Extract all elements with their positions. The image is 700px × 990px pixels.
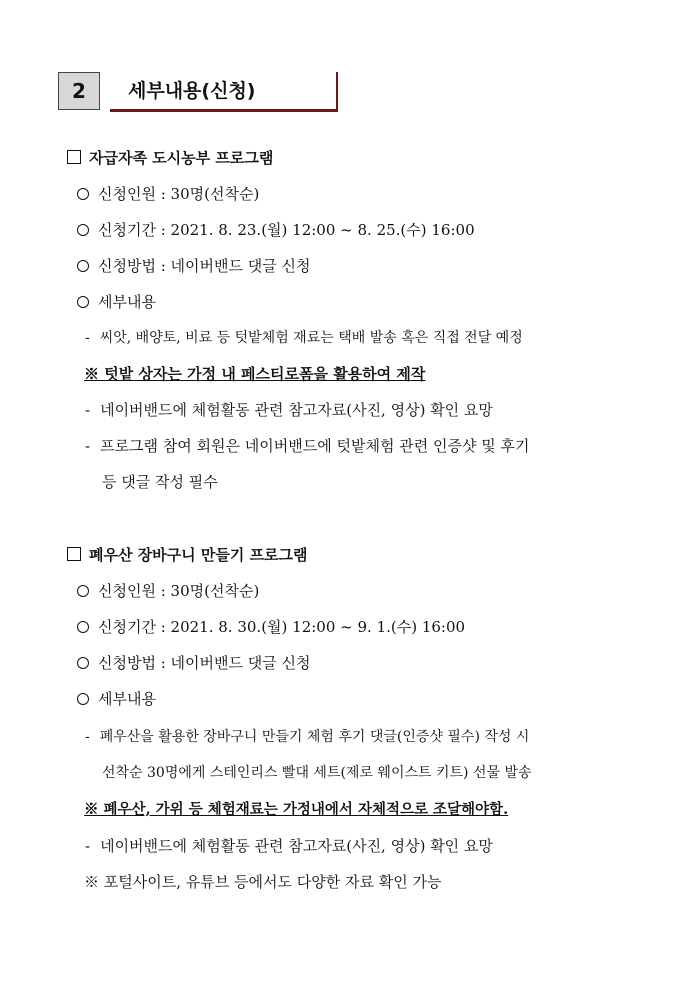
section-number: 2 [58, 72, 100, 110]
circle-bullet-icon [77, 585, 89, 597]
program1-applicants: 신청인원 : 30명(선착순) [77, 184, 259, 204]
program2-applicants: 신청인원 : 30명(선착순) [77, 581, 259, 601]
section-title: 세부내용(신청) [110, 72, 338, 110]
program1-detail-3-cont: 등 댓글 작성 필수 [102, 473, 218, 491]
program1-details-label: 세부내용 [77, 292, 156, 312]
program1-title: 자급자족 도시농부 프로그램 [89, 149, 274, 167]
program2-period: 신청기간 : 2021. 8. 30.(월) 12:00 ~ 9. 1.(수) 16:00 [77, 617, 465, 637]
program1-heading [67, 148, 273, 168]
program2-heading [67, 545, 308, 565]
circle-bullet-icon [77, 224, 89, 236]
circle-bullet-icon [77, 621, 89, 633]
program2-title: 폐우산 장바구니 만들기 프로그램 [89, 546, 308, 564]
program2-detail-2: - 네이버밴드에 체험활동 관련 참고자료(사진, 영상) 확인 요망 [85, 837, 493, 855]
title-underline [110, 109, 338, 112]
program1-detail-2: - 네이버밴드에 체험활동 관련 참고자료(사진, 영상) 확인 요망 [85, 401, 493, 419]
program2-note: ※ 폐우산, 가위 등 체험재료는 가정내에서 자체적으로 조달해야함. [84, 801, 509, 818]
program2-detail-1: - 폐우산을 활용한 장바구니 만들기 체험 후기 댓글(인증샷 필수) 작성 시 [85, 729, 530, 745]
circle-bullet-icon [77, 693, 89, 705]
program2-detail-1-cont: 선착순 30명에게 스테인리스 빨대 세트(제로 웨이스트 키트) 선물 발송 [102, 765, 532, 781]
program1-method: 신청방법 : 네이버밴드 댓글 신청 [77, 256, 311, 276]
circle-bullet-icon [77, 657, 89, 669]
program2-method: 신청방법 : 네이버밴드 댓글 신청 [77, 653, 311, 673]
checkbox-square-icon [67, 547, 81, 561]
circle-bullet-icon [77, 260, 89, 272]
circle-bullet-icon [77, 188, 89, 200]
program2-footnote: ※ 포털사이트, 유튜브 등에서도 다양한 자료 확인 가능 [84, 873, 442, 891]
program1-period: 신청기간 : 2021. 8. 23.(월) 12:00 ~ 8. 25.(수) 16:00 [77, 220, 475, 240]
program2-details-label: 세부내용 [77, 689, 156, 709]
program1-detail-1: - 씨앗, 배양토, 비료 등 텃밭체험 재료는 택배 발송 혹은 직접 전달 예정 [85, 330, 523, 346]
program1-detail-3: - 프로그램 참여 회원은 네이버밴드에 텃밭체험 관련 인증샷 및 후기 [85, 437, 530, 455]
checkbox-square-icon [67, 150, 81, 164]
circle-bullet-icon [77, 296, 89, 308]
program1-note: ※ 텃밭 상자는 가정 내 페스티로폼을 활용하여 제작 [84, 365, 426, 383]
